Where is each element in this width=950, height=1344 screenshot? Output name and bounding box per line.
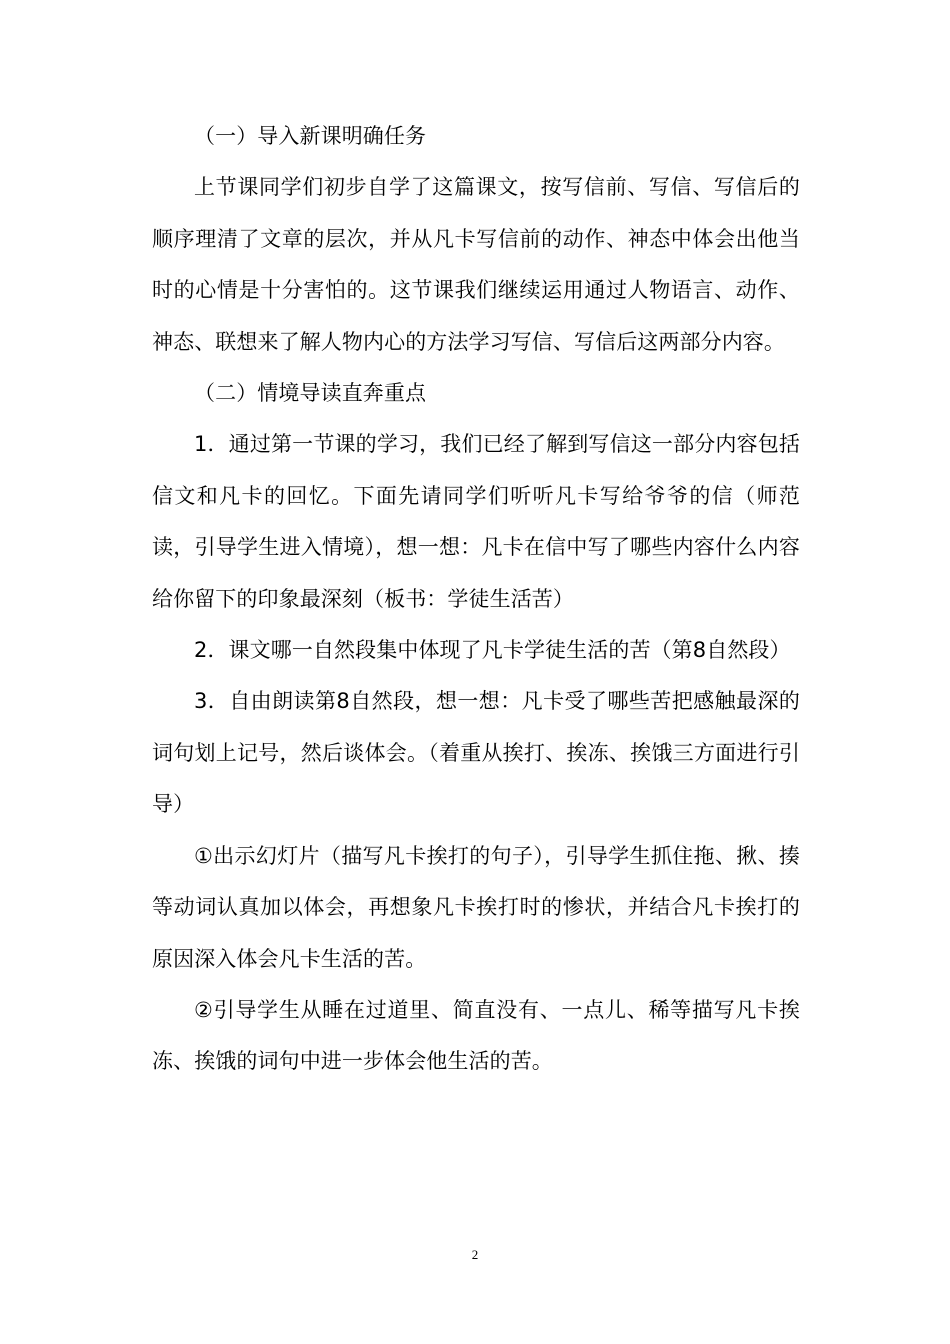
paragraph-substep-1: ①出示幻灯片（描写凡卡挨打的句子），引导学生抓住拖、揪、揍等动词认真加以体会，再想象凡卡挨打时的惨状，并结合凡卡挨打的原因深入体会凡卡生活的苦。: [152, 843, 800, 971]
paragraph-intro: 上节课同学们初步自学了这篇课文，按写信前、写信、写信后的顺序理清了文章的层次，并从凡卡写信前的动作、神态中体会出他当时的心情是十分害怕的。这节课我们继续运用通过人物语言、动作、神态、联想来了解人物内心的方法学习写信、写信后这两部分内容。: [152, 175, 800, 354]
page-number: 2: [471, 1247, 479, 1262]
paragraph-step-3: 3．自由朗读第8自然段，想一想：凡卡受了哪些苦把感触最深的词句划上记号，然后谈体会。（着重从挨打、挨冻、挨饿三方面进行引导）: [152, 689, 800, 817]
document-body: [152, 111, 800, 1088]
section-heading-1: （一）导入新课明确任务: [194, 124, 427, 148]
paragraph-substep-2: ②引导学生从睡在过道里、简直没有、一点儿、稀等描写凡卡挨冻、挨饿的词句中进一步体会他生活的苦。: [152, 997, 800, 1074]
paragraph-step-1: 1．通过第一节课的学习，我们已经了解到写信这一部分内容包括信文和凡卡的回忆。下面先请同学们听听凡卡写给爷爷的信（师范读，引导学生进入情境），想一想：凡卡在信中写了哪些内容什么内容给你留下的印象最深刻（板书：学徒生活苦）: [152, 432, 800, 611]
section-heading-2: （二）情境导读直奔重点: [194, 381, 427, 406]
paragraph-step-2: 2．课文哪一自然段集中体现了凡卡学徒生活的苦（第8自然段）: [194, 638, 791, 663]
